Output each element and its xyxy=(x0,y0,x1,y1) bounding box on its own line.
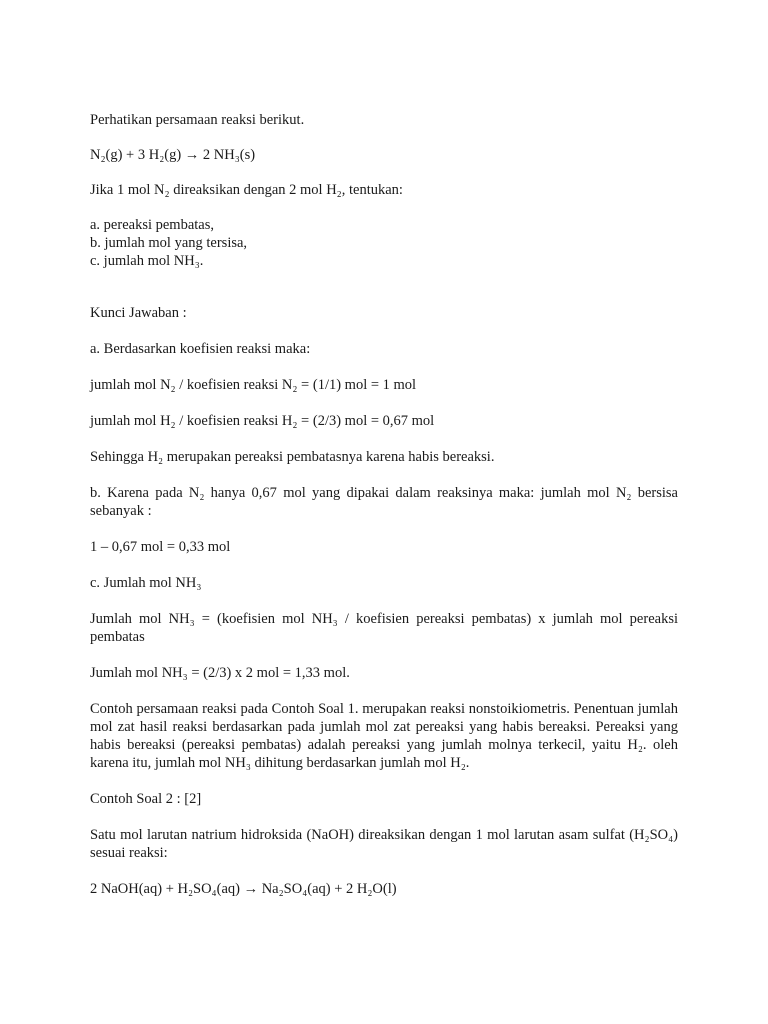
explanation-paragraph: Contoh persamaan reaksi pada Contoh Soal 1. merupakan reaksi nonstoikiometris. Penentuan jumlah mol zat hasil reaksi berdasarkan pada jumlah mol zat pereaksi yang habis bereaksi. Pereaksi yang habis bereaksi (pereaksi pembatas) adalah pereaksi yang jumlah molnya terkecil, yaitu H₂. oleh karena itu, jumlah mol NH₃ dihitung berdasarkan jumlah mol H₂. xyxy=(90,701,682,771)
answer-b-text: b. Karena pada N₂ hanya 0,67 mol yang dipakai dalam reaksinya maka: jumlah mol N₂ bersisa sebanyak : xyxy=(90,485,682,519)
answer-c-calculation: Jumlah mol NH₃ = (2/3) x 2 mol = 1,33 mol. xyxy=(90,665,350,681)
option-b: b. jumlah mol yang tersisa, xyxy=(90,235,248,251)
answer-a-h2: jumlah mol H₂ / koefisien reaksi H₂ = (2/3) mol = 0,67 mol xyxy=(90,413,435,429)
answer-key-title: Kunci Jawaban : xyxy=(90,305,187,321)
answer-a-intro: a. Berdasarkan koefisien reaksi maka: xyxy=(90,341,311,357)
intro-text: Perhatikan persamaan reaksi berikut. xyxy=(90,112,305,128)
answer-a-n2: jumlah mol N₂ / koefisien reaksi N₂ = (1/1) mol = 1 mol xyxy=(90,377,417,393)
question-options xyxy=(90,216,678,270)
answer-c-title: c. Jumlah mol NH₃ xyxy=(90,575,202,591)
option-a: a. pereaksi pembatas, xyxy=(90,217,215,233)
document-page xyxy=(90,111,682,898)
option-c: c. jumlah mol NH₃. xyxy=(90,253,204,269)
answer-b-calculation: 1 – 0,67 mol = 0,33 mol xyxy=(90,539,231,555)
answer-a-conclusion: Sehingga H₂ merupakan pereaksi pembatasnya karena habis bereaksi. xyxy=(90,449,495,465)
reaction-equation-1: N₂(g) + 3 H₂(g) → 2 NH₃(s) xyxy=(90,147,256,163)
reaction-equation-2: 2 NaOH(aq) + H₂SO₄(aq) → Na₂SO₄(aq) + 2 H₂O(l) xyxy=(90,881,397,897)
question-text: Jika 1 mol N₂ direaksikan dengan 2 mol H₂, tentukan: xyxy=(90,182,403,198)
example-2-text: Satu mol larutan natrium hidroksida (NaOH) direaksikan dengan 1 mol larutan asam sulfat (H₂SO₄) sesuai reaksi: xyxy=(90,827,682,861)
example-2-title: Contoh Soal 2 : [2] xyxy=(90,791,202,807)
answer-c-formula: Jumlah mol NH₃ = (koefisien mol NH₃ / koefisien pereaksi pembatas) x jumlah mol pereaksi pembatas xyxy=(90,611,682,645)
